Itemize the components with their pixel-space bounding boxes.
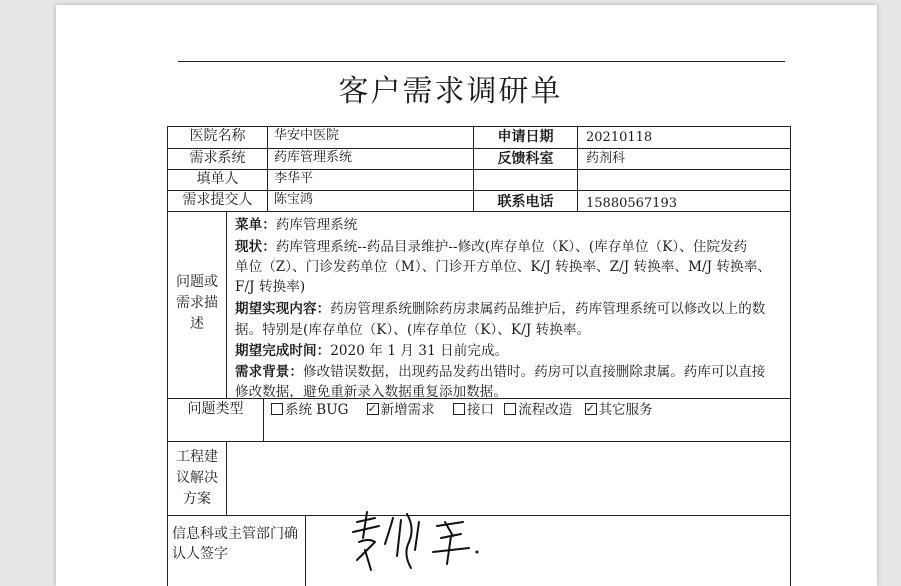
submitter-value: 陈宝鸿 <box>274 192 314 207</box>
menu-label: 菜单： <box>235 217 276 233</box>
problem-label-line: 需求描 <box>176 295 218 311</box>
type-option-process[interactable] <box>504 402 572 418</box>
checkbox-checked-icon <box>585 403 597 415</box>
handwritten-signature <box>345 508 495 578</box>
checkbox-checked-icon <box>367 403 379 415</box>
type-option-other[interactable] <box>585 402 653 418</box>
signature-label-line: 认人签字 <box>172 546 228 562</box>
expect-text: 据。特别是(库存单位（K）、(库存单位（K）、K/J 转换率。 <box>235 322 591 338</box>
menu-line <box>235 213 357 233</box>
dept-value: 药剂科 <box>586 151 626 166</box>
checkbox-icon <box>271 403 283 415</box>
grid-line <box>167 211 791 212</box>
expect-line <box>235 297 765 317</box>
status-text: F/J 转换率) <box>235 279 306 295</box>
problem-label <box>168 272 226 335</box>
solution-label-line: 工程建 <box>176 449 218 465</box>
filler-value: 李华平 <box>274 171 314 186</box>
time-label: 期望完成时间： <box>235 343 331 359</box>
checkbox-icon <box>504 403 516 415</box>
apply-date-label: 申请日期 <box>497 129 554 145</box>
hospital-label: 医院名称 <box>189 128 246 144</box>
system-value: 药库管理系统 <box>274 150 353 165</box>
type-option-label: 系统 BUG <box>285 402 349 418</box>
background-line <box>235 360 765 380</box>
status-line <box>235 235 747 255</box>
status-text: 单位（Z）、门诊发药单位（M）、门诊开方单位、K/J 转换率、Z/J 转换率、M/J 转换率、 <box>235 259 771 275</box>
grid-line <box>226 441 227 515</box>
apply-date-value: 20210118 <box>586 130 653 145</box>
menu-value: 药库管理系统 <box>275 217 358 233</box>
expect-text: 药房管理系统删除药房隶属药品维护后，药库管理系统可以修改以上的数 <box>330 301 766 317</box>
problem-label-line: 问题或 <box>176 274 218 290</box>
filler-label: 填单人 <box>196 171 239 187</box>
grid-line <box>790 126 791 586</box>
type-option-label: 流程改造 <box>518 402 573 418</box>
type-option-label: 其它服务 <box>598 402 653 418</box>
expect-label: 期望实现内容： <box>235 301 331 317</box>
grid-line <box>167 441 791 442</box>
grid-line <box>577 126 578 211</box>
grid-line <box>267 126 268 211</box>
hospital-value: 华安中医院 <box>274 128 340 143</box>
dept-label: 反馈科室 <box>497 151 554 167</box>
status-text: 药库管理系统--药品目录维护--修改(库存单位（K）、(库存单位（K）、住院发药 <box>275 239 748 255</box>
title-rule <box>178 61 785 62</box>
grid-line <box>226 211 227 398</box>
submitter-label: 需求提交人 <box>182 192 253 208</box>
type-option-bug[interactable] <box>271 402 348 418</box>
type-option-label: 新增需求 <box>380 402 435 418</box>
type-option-interface[interactable] <box>453 402 494 418</box>
solution-label-line: 方案 <box>183 491 211 507</box>
problem-label-line: 述 <box>190 316 204 332</box>
signature-label <box>172 524 298 564</box>
form-title: 客户需求调研单 <box>338 74 563 109</box>
type-option-new[interactable] <box>367 402 435 418</box>
time-value: 2020 年 1 月 31 日前完成。 <box>330 343 509 359</box>
type-option-label: 接口 <box>466 402 494 418</box>
status-label: 现状： <box>235 239 276 255</box>
solution-label <box>168 447 226 510</box>
background-text: 修改错误数据，出现药品发药出错时。药房可以直接删除隶属。药库可以直接 <box>303 364 766 380</box>
background-text: 修改数据，避免重新录入数据重复添加数据。 <box>235 384 507 400</box>
type-label: 问题类型 <box>187 401 244 417</box>
type-options <box>271 401 653 419</box>
phone-value: 15880567193 <box>586 196 677 211</box>
signature-label-line: 信息科或主管部门确 <box>172 526 298 542</box>
solution-label-line: 议解决 <box>176 470 218 486</box>
background-label: 需求背景： <box>235 364 303 380</box>
grid-line <box>305 515 306 586</box>
checkbox-icon <box>453 403 465 415</box>
time-line <box>235 339 508 359</box>
grid-line <box>263 398 264 441</box>
phone-label: 联系电话 <box>497 194 554 210</box>
system-label: 需求系统 <box>189 150 246 166</box>
